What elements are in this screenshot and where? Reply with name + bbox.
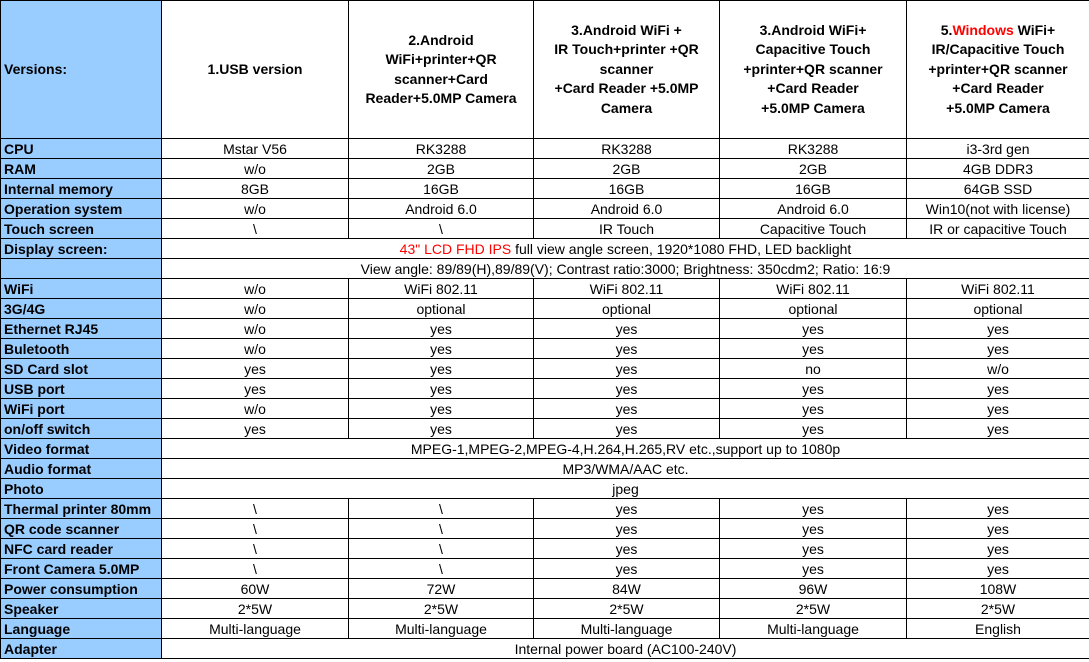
- table-cell: yes: [162, 379, 349, 399]
- table-cell: no: [720, 359, 907, 379]
- table-row: [1, 199, 1089, 219]
- table-cell: \: [162, 559, 349, 579]
- table-row: [1, 339, 1089, 359]
- version-2-header: [349, 1, 534, 139]
- row-label: Photo: [1, 479, 162, 499]
- row-label: Thermal printer 80mm: [1, 499, 162, 519]
- row-label: NFC card reader: [1, 539, 162, 559]
- table-cell: \: [349, 499, 534, 519]
- row-label: Internal memory: [1, 179, 162, 199]
- version-3-header: [534, 1, 720, 139]
- table-cell: RK3288: [534, 139, 720, 159]
- version-3-line: 3.Android WiFi +: [571, 21, 682, 38]
- row-label: WiFi: [1, 279, 162, 299]
- version-4-line: +Card Reader: [767, 80, 859, 97]
- table-cell: 60W: [162, 579, 349, 599]
- table-cell: WiFi 802.11: [907, 279, 1089, 299]
- table-cell: Multi-language: [720, 619, 907, 639]
- table-cell: yes: [907, 559, 1089, 579]
- table-cell: \: [162, 539, 349, 559]
- table-cell: w/o: [162, 199, 349, 219]
- table-cell: 2GB: [534, 159, 720, 179]
- row-label: RAM: [1, 159, 162, 179]
- table-cell: yes: [349, 319, 534, 339]
- table-cell: yes: [907, 539, 1089, 559]
- table-row: [1, 219, 1089, 239]
- table-cell: \: [349, 519, 534, 539]
- table-cell: Mstar V56: [162, 139, 349, 159]
- table-cell: yes: [907, 339, 1089, 359]
- version-5-prefix: 5.: [940, 21, 953, 38]
- version-5-line: IR/Capacitive Touch: [931, 41, 1065, 58]
- table-cell: yes: [349, 379, 534, 399]
- table-cell: English: [907, 619, 1089, 639]
- version-3-line: scanner: [599, 60, 654, 77]
- table-cell: yes: [534, 339, 720, 359]
- table-cell: yes: [162, 419, 349, 439]
- row-label: SD Card slot: [1, 359, 162, 379]
- version-5-line: +printer+QR scanner: [928, 60, 1068, 77]
- table-cell: w/o: [162, 159, 349, 179]
- table-cell: 64GB SSD: [907, 179, 1089, 199]
- adapter-cell: Internal power board (AC100-240V): [162, 639, 1089, 659]
- row-label: Operation system: [1, 199, 162, 219]
- version-2-line: scanner+Card: [394, 70, 488, 87]
- row-label: USB port: [1, 379, 162, 399]
- table-cell: w/o: [162, 299, 349, 319]
- table-row: [1, 279, 1089, 299]
- table-cell: w/o: [907, 359, 1089, 379]
- display-rest: full view angle screen, 1920*1080 FHD, LED backlight: [511, 240, 852, 257]
- table-cell: optional: [720, 299, 907, 319]
- version-2-line: Reader+5.0MP Camera: [365, 90, 517, 106]
- row-label: Speaker: [1, 599, 162, 619]
- table-cell: RK3288: [349, 139, 534, 159]
- table-cell: yes: [534, 419, 720, 439]
- table-row: [1, 319, 1089, 339]
- display-spec-line-2: View angle: 89/89(H),89/89(V); Contrast ratio:3000; Brightness: 350cdm2; Ratio: 16:9: [162, 259, 1089, 279]
- row-label: 3G/4G: [1, 299, 162, 319]
- version-4-line: 3.Android WiFi+: [759, 21, 867, 38]
- table-cell: yes: [534, 519, 720, 539]
- table-cell: yes: [534, 399, 720, 419]
- table-cell: yes: [720, 559, 907, 579]
- table-cell: yes: [720, 379, 907, 399]
- table-cell: 2*5W: [349, 599, 534, 619]
- span-cell: MPEG-1,MPEG-2,MPEG-4,H.264,H.265,RV etc.,support up to 1080p: [162, 439, 1089, 459]
- row-label: Front Camera 5.0MP: [1, 559, 162, 579]
- table-cell: 2GB: [349, 159, 534, 179]
- version-4-header: [720, 1, 907, 139]
- table-row: [1, 619, 1089, 639]
- span-cell: MP3/WMA/AAC etc.: [162, 459, 1089, 479]
- table-cell: RK3288: [720, 139, 907, 159]
- table-cell: Multi-language: [162, 619, 349, 639]
- version-5-highlight: Windows: [952, 21, 1014, 38]
- table-cell: w/o: [162, 279, 349, 299]
- row-label: Audio format: [1, 459, 162, 479]
- table-cell: yes: [720, 499, 907, 519]
- table-cell: IR or capacitive Touch: [907, 219, 1089, 239]
- table-cell: yes: [907, 399, 1089, 419]
- table-cell: yes: [907, 519, 1089, 539]
- table-row: [1, 519, 1089, 539]
- table-cell: Win10(not with license): [907, 199, 1089, 219]
- row-label: WiFi port: [1, 399, 162, 419]
- table-cell: 16GB: [534, 179, 720, 199]
- span-cell: jpeg: [162, 479, 1089, 499]
- table-cell: 16GB: [349, 179, 534, 199]
- table-cell: \: [349, 559, 534, 579]
- row-label: Power consumption: [1, 579, 162, 599]
- table-cell: yes: [349, 399, 534, 419]
- table-cell: Multi-language: [534, 619, 720, 639]
- version-1-header: 1.USB version: [162, 1, 349, 139]
- table-cell: yes: [534, 559, 720, 579]
- table-cell: 72W: [349, 579, 534, 599]
- version-2-line: WiFi+printer+QR: [385, 51, 497, 67]
- row-label: Ethernet RJ45: [1, 319, 162, 339]
- row-label: Language: [1, 619, 162, 639]
- table-row: [1, 359, 1089, 379]
- table-row: [1, 499, 1089, 519]
- row-label: QR code scanner: [1, 519, 162, 539]
- row-label: Touch screen: [1, 219, 162, 239]
- table-cell: optional: [907, 299, 1089, 319]
- table-cell: optional: [534, 299, 720, 319]
- table-row: [1, 179, 1089, 199]
- table-cell: w/o: [162, 339, 349, 359]
- span-row: [1, 439, 1089, 459]
- display-row: [1, 239, 1089, 259]
- table-row: [1, 299, 1089, 319]
- table-cell: w/o: [162, 399, 349, 419]
- table-cell: yes: [720, 339, 907, 359]
- table-cell: Multi-language: [349, 619, 534, 639]
- adapter-row: [1, 639, 1089, 659]
- version-2-line: 2.Android: [408, 31, 474, 48]
- table-cell: Capacitive Touch: [720, 219, 907, 239]
- span-row: [1, 459, 1089, 479]
- table-cell: yes: [907, 379, 1089, 399]
- table-cell: yes: [907, 499, 1089, 519]
- table-cell: w/o: [162, 319, 349, 339]
- version-5-line: +Card Reader: [952, 80, 1044, 97]
- table-row: [1, 539, 1089, 559]
- table-cell: i3-3rd gen: [907, 139, 1089, 159]
- version-3-line: +Card Reader +5.0MP: [554, 80, 699, 97]
- version-5-line: +5.0MP Camera: [946, 99, 1050, 116]
- row-label-empty: [1, 259, 162, 279]
- table-cell: yes: [349, 339, 534, 359]
- table-cell: optional: [349, 299, 534, 319]
- table-cell: Android 6.0: [349, 199, 534, 219]
- table-cell: yes: [907, 419, 1089, 439]
- table-cell: Android 6.0: [534, 199, 720, 219]
- table-cell: WiFi 802.11: [534, 279, 720, 299]
- table-cell: yes: [720, 419, 907, 439]
- row-label: CPU: [1, 139, 162, 159]
- table-row: [1, 139, 1089, 159]
- header-row: [1, 1, 1089, 139]
- version-5-rest: WiFi+: [1013, 21, 1056, 38]
- table-cell: yes: [720, 519, 907, 539]
- table-cell: 2GB: [720, 159, 907, 179]
- table-cell: IR Touch: [534, 219, 720, 239]
- table-cell: 16GB: [720, 179, 907, 199]
- table-row: [1, 159, 1089, 179]
- table-row: [1, 599, 1089, 619]
- version-4-line: +5.0MP Camera: [761, 99, 865, 116]
- table-row: [1, 379, 1089, 399]
- version-4-line: +printer+QR scanner: [743, 60, 883, 77]
- table-cell: yes: [349, 359, 534, 379]
- table-row: [1, 579, 1089, 599]
- row-label: Buletooth: [1, 339, 162, 359]
- table-cell: yes: [534, 539, 720, 559]
- table-row: [1, 559, 1089, 579]
- table-row: [1, 399, 1089, 419]
- table-cell: 108W: [907, 579, 1089, 599]
- table-cell: \: [162, 499, 349, 519]
- display-highlight: 43" LCD FHD IPS: [399, 240, 512, 257]
- table-cell: 2*5W: [720, 599, 907, 619]
- table-row: [1, 419, 1089, 439]
- table-cell: yes: [907, 319, 1089, 339]
- row-label: Video format: [1, 439, 162, 459]
- table-cell: yes: [720, 539, 907, 559]
- display-spec: [162, 239, 1089, 259]
- table-cell: yes: [720, 399, 907, 419]
- display-label: Display screen:: [1, 239, 162, 259]
- table-cell: 4GB DDR3: [907, 159, 1089, 179]
- table-cell: yes: [534, 499, 720, 519]
- row-label: on/off switch: [1, 419, 162, 439]
- version-4-line: Capacitive Touch: [755, 41, 871, 58]
- table-cell: \: [162, 219, 349, 239]
- table-cell: 84W: [534, 579, 720, 599]
- table-cell: Android 6.0: [720, 199, 907, 219]
- table-cell: yes: [720, 319, 907, 339]
- row-label: Adapter: [1, 639, 162, 659]
- table-cell: 96W: [720, 579, 907, 599]
- span-row: [1, 479, 1089, 499]
- table-cell: 2*5W: [162, 599, 349, 619]
- table-cell: yes: [534, 319, 720, 339]
- table-cell: yes: [534, 359, 720, 379]
- table-cell: yes: [349, 419, 534, 439]
- versions-label: Versions:: [1, 1, 162, 139]
- table-cell: \: [349, 219, 534, 239]
- version-3-line: IR Touch+printer +QR: [554, 41, 699, 58]
- table-cell: yes: [534, 379, 720, 399]
- display-row-2: [1, 259, 1089, 279]
- table-cell: 2*5W: [534, 599, 720, 619]
- version-5-header: [907, 1, 1089, 139]
- table-cell: WiFi 802.11: [720, 279, 907, 299]
- table-cell: yes: [162, 359, 349, 379]
- table-cell: \: [349, 539, 534, 559]
- table-cell: 8GB: [162, 179, 349, 199]
- table-cell: \: [162, 519, 349, 539]
- version-3-line: Camera: [600, 99, 653, 116]
- table-cell: 2*5W: [907, 599, 1089, 619]
- table-cell: WiFi 802.11: [349, 279, 534, 299]
